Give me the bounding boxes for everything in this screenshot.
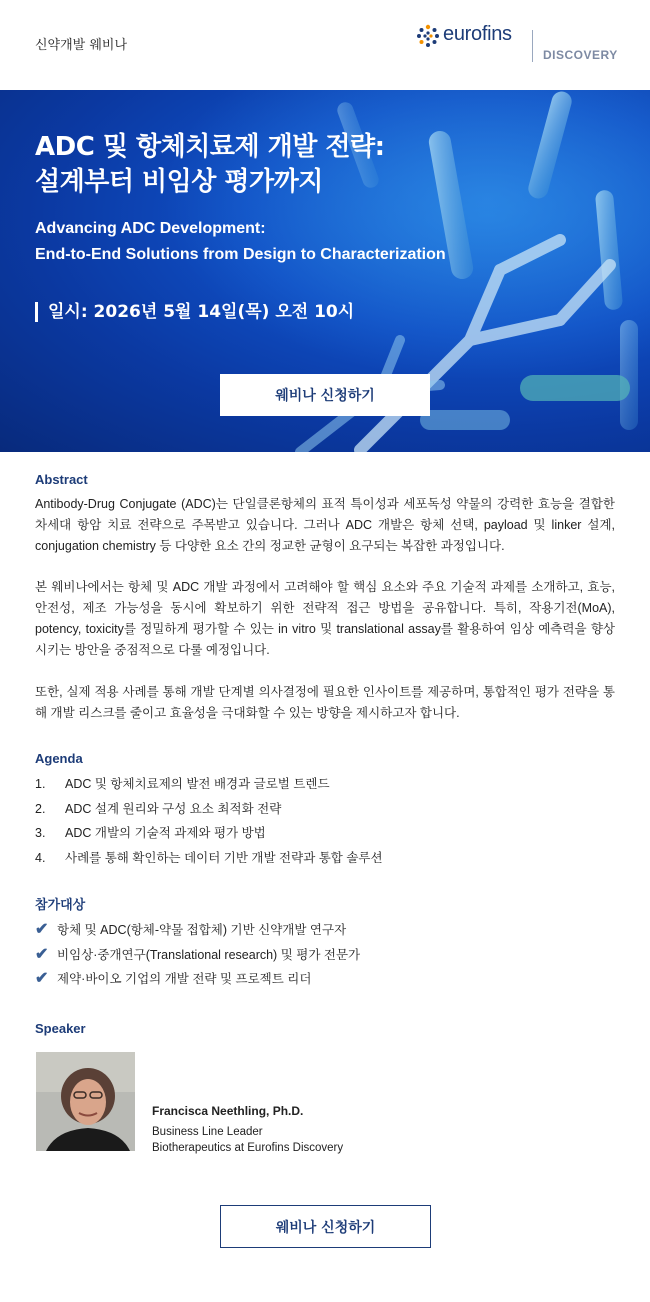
check-icon: ✔	[35, 945, 49, 963]
speaker-role-line2: Biotherapeutics at Eurofins Discovery	[152, 1142, 344, 1154]
audience-item	[35, 918, 360, 943]
logo-subtitle: DISCOVERY	[543, 48, 618, 62]
agenda-item-number: 1.	[35, 777, 46, 791]
agenda-item	[35, 772, 615, 797]
register-button-top[interactable]: 웨비나 신청하기	[220, 374, 430, 416]
hero-subtitle-line1: Advancing ADC Development:	[35, 220, 266, 237]
hero-banner	[0, 90, 650, 452]
agenda-list	[35, 772, 615, 870]
abstract-paragraph-2: 본 웨비나에서는 항체 및 ADC 개발 과정에서 고려해야 할 핵심 요소와 주요 기술적 과제를 소개하고, 효능, 안전성, 제조 가능성을 동시에 확보하기 위한 전략적 접근 방법을 공유합니다. 특히, 작용기전(MoA), potency, toxicity를 정밀하게 평가할 수 있는 in vitro 및 translational assay를 활용하여 임상 예측력을 향상시키는 방안을 중점적으로 다룰 예정입니다.	[35, 580, 615, 657]
agenda-item	[35, 797, 615, 822]
audience-item-text: 항체 및 ADC(항체-약물 접합체) 기반 신약개발 연구자	[57, 923, 347, 938]
hero-subtitle-line2: End-to-End Solutions from Design to Characterization	[35, 246, 446, 263]
abstract-heading: Abstract	[35, 472, 88, 487]
audience-item-text: 제약·바이오 기업의 개발 전략 및 프로젝트 리더	[57, 972, 312, 987]
audience-heading: 참가대상	[35, 897, 86, 912]
hero-title-line1: ADC 및 항체치료제 개발 전략:	[35, 132, 385, 162]
hero-title	[35, 130, 385, 200]
abstract-paragraph-3: 또한, 실제 적용 사례를 통해 개발 단계별 의사결정에 필요한 인사이트를 제공하며, 통합적인 평가 전략을 통해 개발 리스크를 줄이고 효율성을 극대화할 수 있는 방향을 제시하고자 합니다.	[35, 685, 615, 720]
audience-item	[35, 967, 360, 992]
agenda-item-text: ADC 설계 원리와 구성 요소 최적화 전략	[65, 801, 282, 816]
eurofins-dots-icon	[416, 24, 440, 48]
agenda-item	[35, 821, 615, 846]
email-header	[0, 0, 650, 90]
speaker-heading: Speaker	[35, 1021, 86, 1036]
speaker-name: Francisca Neethling, Ph.D.	[152, 1104, 304, 1118]
webinar-category-label: 신약개발 웨비나	[35, 38, 128, 53]
agenda-item-number: 3.	[35, 826, 46, 840]
speaker-role	[152, 1124, 343, 1156]
agenda-item-text: ADC 개발의 기술적 과제와 평가 방법	[65, 826, 266, 840]
event-date: 일시: 2026년 5월 14일(목) 오전 10시	[35, 302, 354, 322]
agenda-heading: Agenda	[35, 751, 83, 766]
speaker-portrait-icon	[36, 1052, 135, 1151]
agenda-item	[35, 846, 615, 871]
agenda-item-text: 사례를 통해 확인하는 데이터 기반 개발 전략과 통합 솔루션	[65, 850, 383, 865]
audience-list	[35, 918, 360, 992]
agenda-item-text: ADC 및 항체치료제의 발전 배경과 글로벌 트렌드	[65, 777, 330, 791]
logo-wordmark: eurofins	[443, 23, 512, 45]
register-button-bottom[interactable]: 웨비나 신청하기	[220, 1205, 431, 1248]
eurofins-logo[interactable]	[416, 24, 626, 68]
audience-item	[35, 943, 360, 968]
abstract-paragraph-1: Antibody-Drug Conjugate (ADC)는 단일클론항체의 표적 특이성과 세포독성 약물의 강력한 효능을 결합한 차세대 항암 치료 전략으로 주목받고 있습니다. 그러나 ADC 개발은 항체 선택, payload 및 linker 설계, conjugation chemistry 등 다양한 요소 간의 정교한 균형이 요구되는 복잡한 과정입니다.	[35, 497, 615, 553]
audience-item-text: 비임상·중개연구(Translational research) 및 평가 전문가	[57, 947, 361, 962]
logo-divider	[532, 30, 533, 62]
hero-title-line2: 설계부터 비임상 평가까지	[35, 167, 323, 197]
agenda-item-number: 2.	[35, 801, 46, 816]
speaker-role-line1: Business Line Leader	[152, 1126, 263, 1138]
speaker-photo	[36, 1052, 135, 1151]
hero-subtitle	[35, 216, 446, 268]
agenda-item-number: 4.	[35, 850, 46, 865]
check-icon: ✔	[35, 921, 49, 939]
check-icon: ✔	[35, 970, 49, 988]
